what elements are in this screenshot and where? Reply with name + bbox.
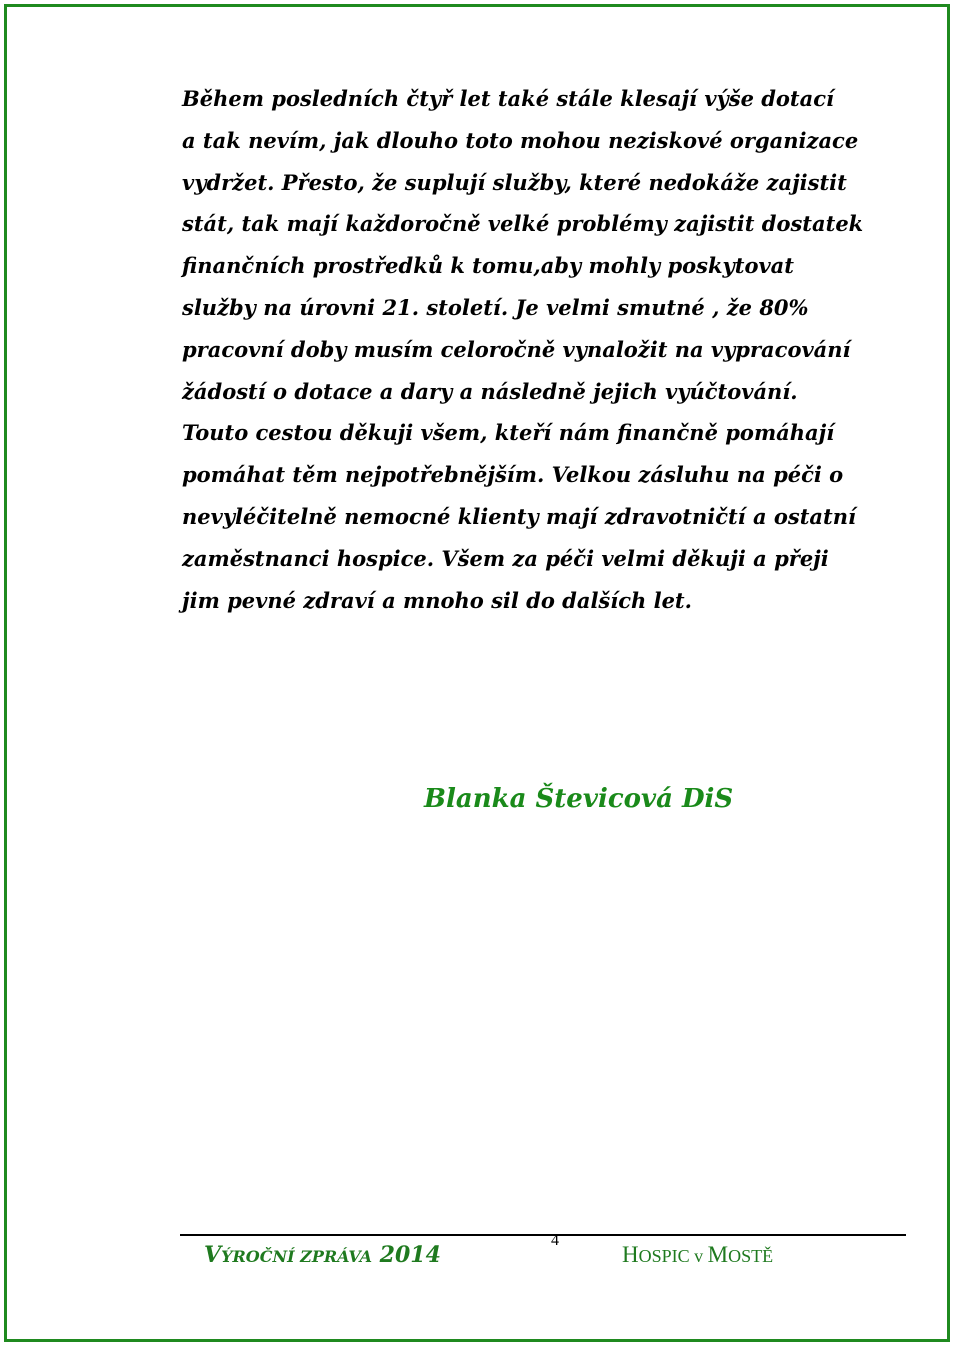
body-line: nevyléčitelně nemocné klienty mají zdravotničtí a ostatní [182, 503, 856, 529]
body-line: jim pevné zdraví a mnoho sil do dalších let. [182, 587, 692, 613]
body-paragraph [182, 78, 922, 621]
body-line: Během posledních čtyř let také stále klesají výše dotací [182, 86, 835, 111]
footer-org-initial-2: M [707, 1242, 729, 1267]
footer-report-title [204, 1242, 441, 1268]
footer-org-part-1: OSPIC v [638, 1246, 708, 1266]
body-line: Touto cestou děkuji všem, kteří nám finančně pomáhají [182, 420, 835, 446]
body-line: zaměstnanci hospice. Všem za péči velmi děkuji a přeji [182, 545, 829, 571]
footer-report-title-initial: V [204, 1242, 222, 1268]
footer-organization [622, 1242, 773, 1268]
footer-report-title-rest: ÝROČNÍ ZPRÁVA [221, 1247, 372, 1266]
body-line: finančních prostředků k tomu,aby mohly poskytovat [182, 253, 794, 279]
body-line: stát, tak mají každoročně velké problémy zajistit dostatek [182, 211, 864, 237]
footer-rule [180, 1234, 906, 1236]
page-number: 4 [551, 1232, 559, 1249]
author-signature: Blanka Števicová DiS [424, 784, 734, 814]
body-line: žádostí o dotace a dary a následně jejich vyúčtování. [182, 378, 798, 404]
body-line: služby na úrovni 21. století. Je velmi smutné , že 80% [182, 294, 809, 320]
body-line: a tak nevím, jak dlouho toto mohou neziskové organizace [182, 127, 859, 153]
footer-org-initial-1: H [622, 1242, 639, 1267]
body-line: pracovní doby musím celoročně vynaložit na vypracování [182, 336, 851, 362]
body-line: vydržet. Přesto, že suplují služby, které nedokáže zajistit [182, 169, 847, 195]
footer-org-part-2: OSTĚ [728, 1246, 774, 1266]
body-line: pomáhat těm nejpotřebnějším. Velkou zásluhu na péči o [182, 462, 844, 488]
footer-report-year: 2014 [372, 1242, 441, 1268]
